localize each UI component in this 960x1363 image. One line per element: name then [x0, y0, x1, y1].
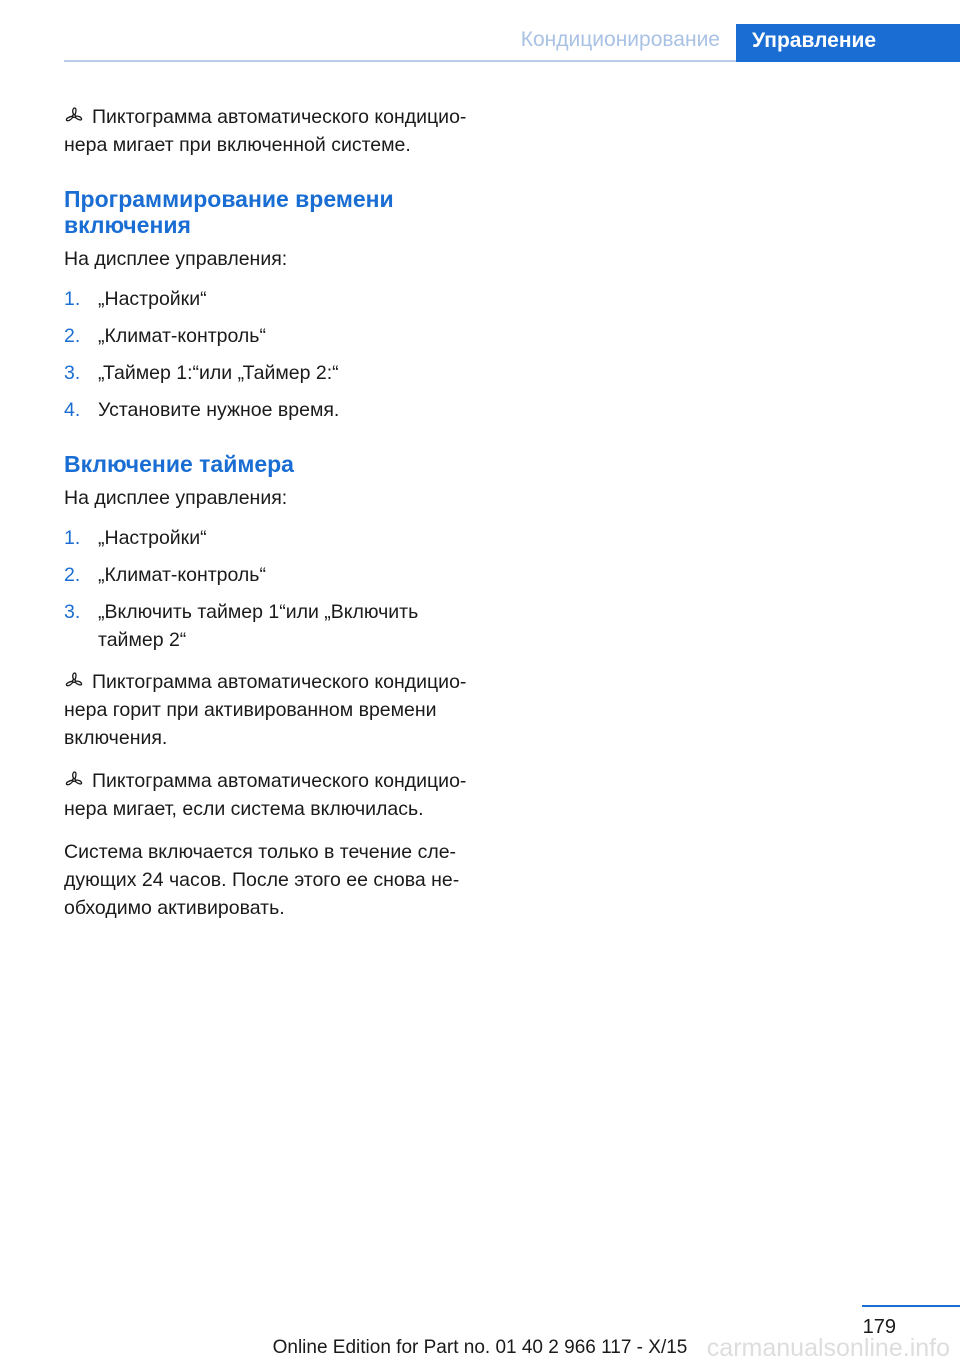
step-number: 1. — [64, 527, 81, 549]
step-text: „Настройки“ — [98, 527, 207, 549]
header-chapter-label: Управление — [752, 29, 877, 52]
watermark: carmanualsonline.info — [706, 1334, 950, 1362]
step-number: 3. — [64, 362, 81, 384]
header-chapter-tab — [736, 24, 960, 62]
section2-steps — [64, 524, 474, 654]
list-item — [64, 561, 474, 589]
note-system-on-text: Пиктограмма автоматического кондиционера мигает, если система включилась. — [64, 770, 467, 820]
section2-intro: На дисплее управления: — [64, 487, 288, 509]
note-top-text: Пиктограмма автоматического кондиционера мигает при включенной системе. — [64, 106, 467, 156]
step-text: „Включить таймер 1“или „Включить таймер 2“ — [98, 601, 419, 651]
page-number: 179 — [862, 1316, 896, 1338]
header-section-title: Кондиционирование — [520, 28, 720, 51]
note-timer-active — [64, 668, 474, 752]
edition-line: Online Edition for Part no. 01 40 2 966 117 - X/15 — [272, 1337, 688, 1358]
heading-programming-time: Программирование времени включения — [64, 186, 394, 238]
step-text: „Настройки“ — [98, 288, 207, 310]
auto-climate-fan-icon — [64, 106, 84, 126]
heading-enable-timer: Включение таймера — [64, 451, 294, 477]
list-item — [64, 396, 474, 424]
auto-climate-fan-icon — [64, 671, 84, 691]
closing-paragraph: Система включается только в течение следующих 24 часов. После этого ее снова необходимо активировать. — [64, 841, 460, 919]
note-top — [64, 103, 474, 159]
section1-intro: На дисплее управления: — [64, 248, 288, 270]
list-item — [64, 285, 474, 313]
main-content — [64, 103, 474, 937]
step-text: Установите нужное время. — [98, 399, 340, 421]
step-text: „Климат-контроль“ — [98, 564, 266, 586]
section1-steps — [64, 285, 474, 424]
note-system-on — [64, 767, 474, 823]
step-number: 2. — [64, 564, 81, 586]
step-number: 3. — [64, 601, 81, 623]
note-timer-active-text: Пиктограмма автоматического кондиционера горит при активированном времени включения. — [64, 671, 467, 749]
step-text: „Таймер 1:“или „Таймер 2:“ — [98, 362, 339, 384]
auto-climate-fan-icon — [64, 770, 84, 790]
list-item — [64, 524, 474, 552]
step-text: „Климат-контроль“ — [98, 325, 266, 347]
step-number: 2. — [64, 325, 81, 347]
footer-rule — [862, 1305, 960, 1307]
list-item — [64, 322, 474, 350]
list-item — [64, 359, 474, 387]
page-header — [0, 0, 960, 62]
step-number: 4. — [64, 399, 81, 421]
list-item — [64, 598, 474, 654]
step-number: 1. — [64, 288, 81, 310]
